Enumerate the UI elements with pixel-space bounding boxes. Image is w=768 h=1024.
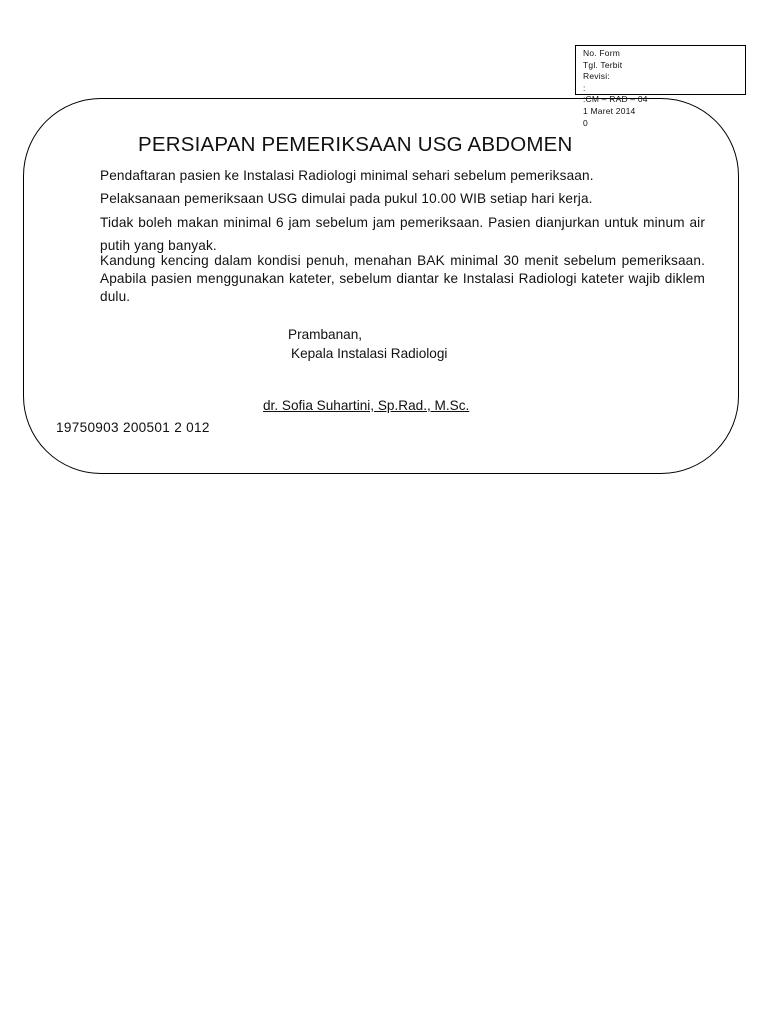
signature-name: dr. Sofia Suhartini, Sp.Rad., M.Sc. [263,398,470,413]
label-no-form: No. Form [583,48,621,58]
value-extra: 0 [583,117,588,128]
paragraph-fasting: Tidak boleh makan minimal 6 jam sebelum jam pemeriksaan. Pasien dianjurkan untuk minum air putih yang banyak. [100,215,705,253]
label-revisi: Revisi: [583,71,610,82]
signature-position: Kepala Instalasi Radiologi [291,346,448,361]
signature-place: Prambanan, [288,327,363,342]
form-info-lines [583,48,648,129]
label-tgl-terbit: Tgl. Terbit [583,59,623,70]
paragraph-bladder: Kandung kencing dalam kondisi penuh, menahan BAK minimal 30 menit sebelum pemeriksaan. Apabila pasien menggunakan kateter, sebelum diantar ke Instalasi Radiologi kateter wajib diklem dulu. [100,253,705,304]
signature-nip: 19750903 200501 2 012 [56,420,210,435]
value-revisi: : [583,82,586,93]
paragraph-schedule: Pelaksanaan pemeriksaan USG dimulai pada pukul 10.00 WIB setiap hari kerja. [100,191,593,206]
paragraph-registration: Pendaftaran pasien ke Instalasi Radiologi minimal sehari sebelum pemeriksaan. [100,168,594,183]
value-no-form: :CM – RAD – 04 [583,94,648,105]
document-title: PERSIAPAN PEMERIKSAAN USG ABDOMEN [138,132,573,156]
value-tgl-terbit: 1 Maret 2014 [583,105,636,116]
